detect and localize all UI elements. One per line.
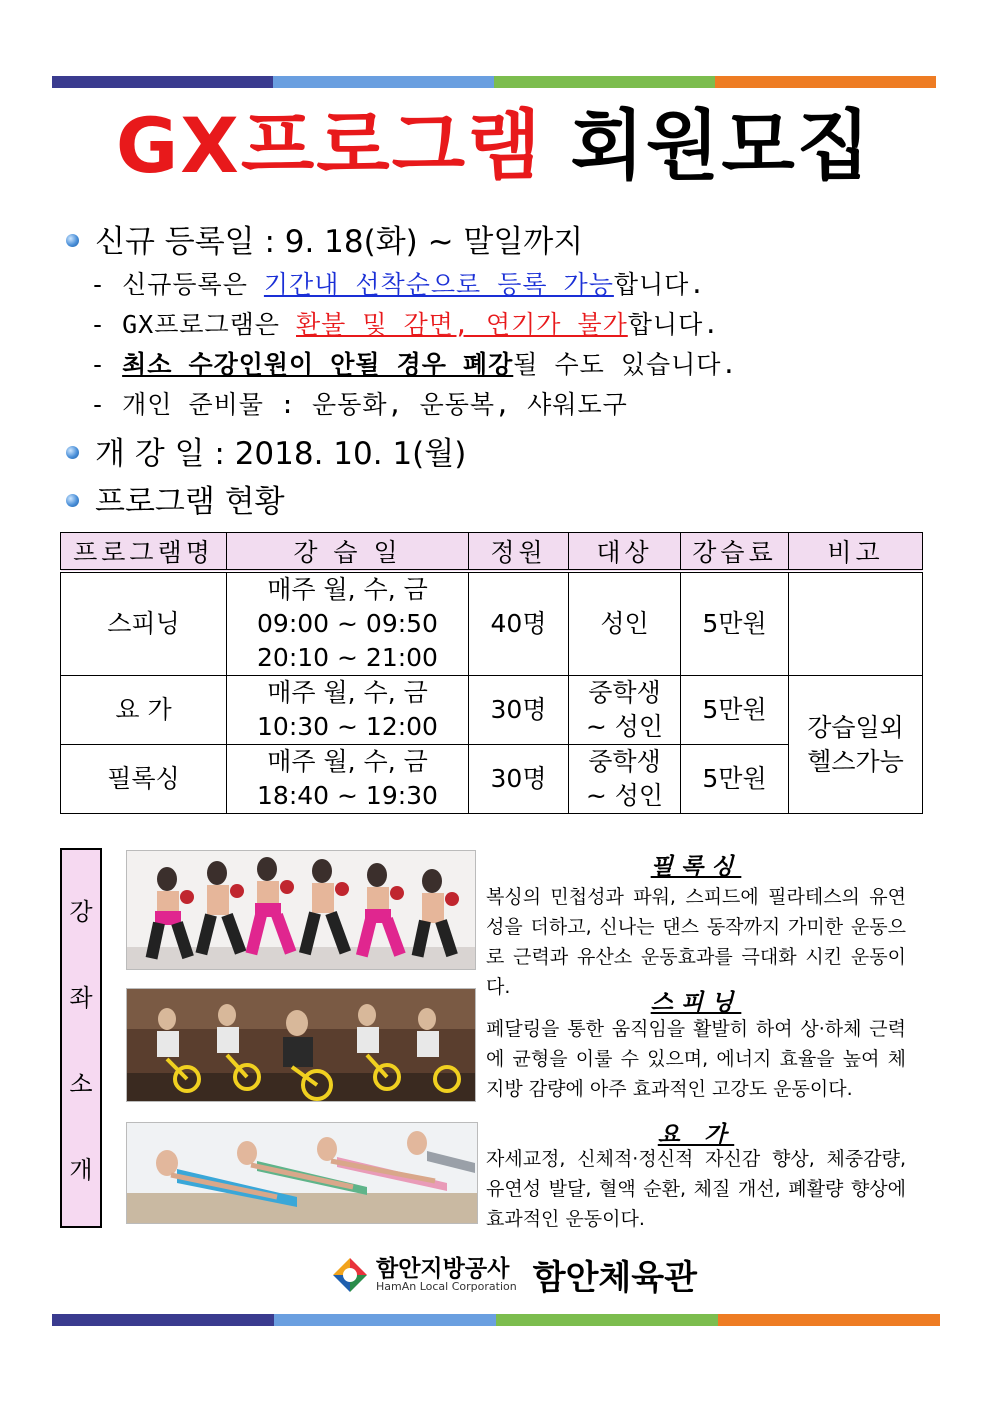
program-target: 중학생 ~ 성인 — [569, 676, 681, 745]
top-color-bar — [52, 76, 936, 88]
yoga-title: 요 가 — [657, 1122, 735, 1148]
opening-heading: 개 강 일 : 2018. 10. 1(월) — [66, 434, 466, 474]
spinning-title: 스피닝 — [650, 990, 742, 1016]
registration-line-2: - GX프로그램은 환불 및 감면, 연기가 불가합니다. — [90, 310, 720, 339]
table-row — [61, 676, 923, 745]
program-name: 스피닝 — [61, 571, 227, 676]
program-schedule: 매주 월, 수, 금 09:00 ~ 09:50 20:10 ~ 21:00 — [227, 571, 469, 676]
bullet-icon — [66, 234, 79, 247]
program-fee: 5만원 — [681, 571, 789, 676]
col-header: 강 습 일 — [227, 533, 469, 572]
program-name: 요 가 — [61, 676, 227, 745]
course-intro-side-label: 강 좌 소 개 — [60, 848, 102, 1228]
footer — [330, 1250, 697, 1299]
program-fee: 5만원 — [681, 745, 789, 814]
col-header: 프로그램명 — [61, 533, 227, 572]
program-capacity: 30명 — [469, 745, 569, 814]
pilboxing-title: 필록싱 — [650, 854, 742, 880]
program-table — [60, 532, 923, 814]
col-header: 강습료 — [681, 533, 789, 572]
programs-heading: 프로그램 현황 — [66, 482, 285, 522]
corporation-logo-icon — [330, 1255, 370, 1295]
registration-line-1: - 신규등록은 기간내 선착순으로 등록 가능합니다. — [90, 270, 706, 299]
table-header-row — [61, 533, 923, 572]
program-schedule: 매주 월, 수, 금 10:30 ~ 12:00 — [227, 676, 469, 745]
pilboxing-photo — [126, 850, 476, 970]
program-capacity: 30명 — [469, 676, 569, 745]
table-row — [61, 571, 923, 676]
page-title — [52, 96, 936, 196]
program-name: 필록싱 — [61, 745, 227, 814]
spinning-description: 페달링을 통한 움직임을 활발히 하여 상·하체 근력에 균형을 이룰 수 있으며, 에너지 효율을 높여 체지방 감량에 아주 효과적인 고강도 운동이다. — [486, 1018, 906, 1100]
program-note-empty — [789, 571, 923, 676]
gym-name: 함안체육관 — [532, 1258, 697, 1298]
yoga-description: 자세교정, 신체적·정신적 자신감 향상, 체중감량, 유연성 발달, 혈액 순환, 체질 개선, 폐활량 향상에 효과적인 운동이다. — [486, 1148, 906, 1230]
corporation-name: 함안지방공사 HamAn Local Corporation — [376, 1255, 517, 1293]
program-target: 성인 — [569, 571, 681, 676]
registration-heading: 신규 등록일 : 9. 18(화) ~ 말일까지 — [66, 222, 583, 262]
program-fee: 5만원 — [681, 676, 789, 745]
title-red: GX프로그램 — [115, 101, 543, 190]
program-capacity: 40명 — [469, 571, 569, 676]
yoga-photo — [126, 1122, 478, 1224]
pilboxing-description: 복싱의 민첩성과 파워, 스피드에 필라테스의 유연성을 더하고, 신나는 댄스 동작까지 가미한 운동으로 근력과 유산소 운동효과를 극대화 시킨 운동이다. — [486, 886, 906, 998]
bottom-color-bar — [52, 1314, 940, 1326]
spinning-photo — [126, 988, 476, 1102]
col-header: 정원 — [469, 533, 569, 572]
bullet-icon — [66, 446, 79, 459]
program-schedule: 매주 월, 수, 금 18:40 ~ 19:30 — [227, 745, 469, 814]
col-header: 비고 — [789, 533, 923, 572]
program-target: 중학생 ~ 성인 — [569, 745, 681, 814]
col-header: 대상 — [569, 533, 681, 572]
bullet-icon — [66, 494, 79, 507]
title-black: 회원모집 — [570, 101, 873, 190]
program-note: 강습일외 헬스가능 — [789, 676, 923, 814]
registration-line-3: - 최소 수강인원이 안될 경우 폐강될 수도 있습니다. — [90, 350, 738, 379]
registration-line-4: - 개인 준비물 : 운동화, 운동복, 샤워도구 — [90, 390, 628, 419]
